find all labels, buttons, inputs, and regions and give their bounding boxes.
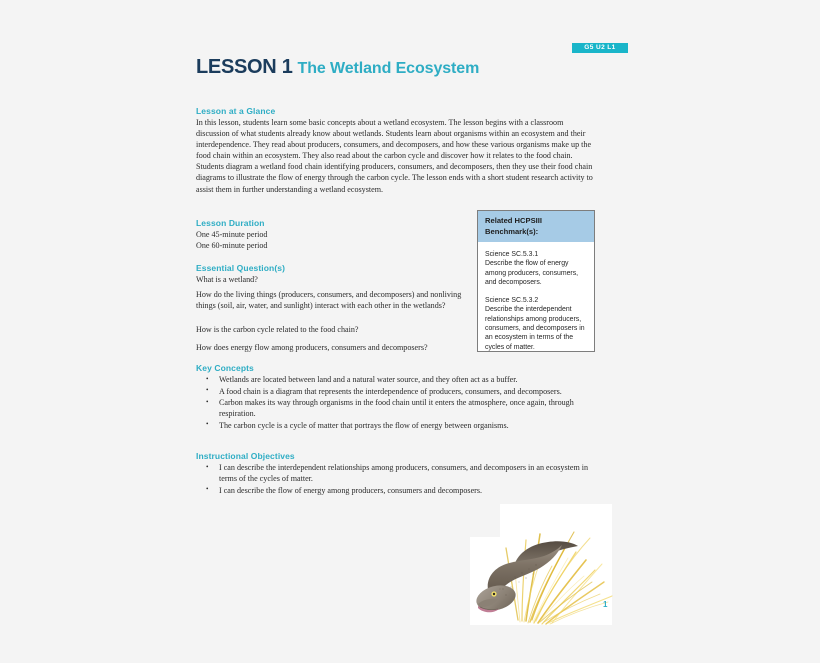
hcps-benchmark-box	[477, 210, 595, 352]
hcps-box-body	[478, 242, 594, 352]
illustration-panel-small	[470, 537, 530, 625]
title-subtitle: The Wetland Ecosystem	[297, 60, 480, 77]
heading-instructional-objectives: Instructional Objectives	[196, 451, 295, 461]
lesson-duration-line: One 45-minute period	[196, 230, 268, 239]
heading-essential-questions: Essential Question(s)	[196, 263, 286, 273]
list-item: • A food chain is a diagram that represents the interdependence of producers, consumers, and decomposers.	[196, 386, 596, 397]
hcps-benchmark-code: Science SC.5.3.2	[485, 297, 539, 305]
hcps-benchmark-entry	[485, 296, 587, 352]
heading-lesson-duration: Lesson Duration	[196, 218, 265, 228]
list-item: • Wetlands are located between land and a natural water source, and they often act as a buffer.	[196, 374, 596, 385]
essential-question: What is a wetland?	[196, 275, 258, 284]
lesson-duration-line: One 60-minute period	[196, 241, 268, 250]
list-item: • The carbon cycle is a cycle of matter that portrays the flow of energy between organisms.	[196, 420, 596, 431]
title-lesson-number: LESSON 1	[196, 56, 293, 78]
hcps-box-heading: Related HCPSIII Benchmark(s):	[478, 211, 594, 242]
hcps-benchmark-description: Describe the flow of energy among producers, consumers, and decomposers.	[485, 260, 579, 286]
heading-key-concepts: Key Concepts	[196, 363, 254, 373]
essential-question: How is the carbon cycle related to the food chain?	[196, 325, 359, 334]
essential-question: How do the living things (producers, consumers, and decomposers) and nonliving things (soil, air, water, and sunlight) interact with each other in the wetlands?	[196, 290, 462, 311]
essential-question: How does energy flow among producers, consumers and decomposers?	[196, 343, 428, 352]
lesson-at-a-glance-paragraph: In this lesson, students learn some basic concepts about a wetland ecosystem. The lesson begins with a classroom discussion of what students already know about wetlands. Students learn about organisms within an ecosystem and their interdependence. They read about producers, consumers, and decomposers, and how these various organisms make up the food chain within an ecosystem. They also read about the carbon cycle and discover how it relates to the food chain. Students diagram a wetland food chain identifying producers, consumers, and decomposers, then they use their food chain diagrams to illustrate the flow of energy through the carbon cycle. The lesson ends with a short student research activity to assist them in further understanding a wetland ecosystem.	[196, 118, 593, 194]
hcps-benchmark-entry	[485, 250, 587, 287]
list-item: • I can describe the interdependent relationships among producers, consumers, and decomposers in an ecosystem in terms of the cycles of matter.	[196, 462, 596, 484]
heading-lesson-at-a-glance: Lesson at a Glance	[196, 106, 276, 116]
hcps-benchmark-description: Describe the interdependent relationships among producers, consumers, and decomposers in an ecosystem in terms of the cycles of matter.	[485, 306, 585, 351]
key-concepts-list	[196, 374, 596, 431]
page-number: 1	[603, 600, 608, 609]
list-item: • Carbon makes its way through organisms in the food chain until it enters the atmosphere, once again, through respiration.	[196, 397, 596, 419]
hcps-benchmark-code: Science SC.5.3.1	[485, 251, 539, 258]
instructional-objectives-list	[196, 462, 596, 496]
unit-lesson-badge: G5 U2 L1	[572, 43, 628, 53]
page-title	[196, 56, 479, 79]
list-item: • I can describe the flow of energy among producers, consumers and decomposers.	[196, 485, 596, 496]
